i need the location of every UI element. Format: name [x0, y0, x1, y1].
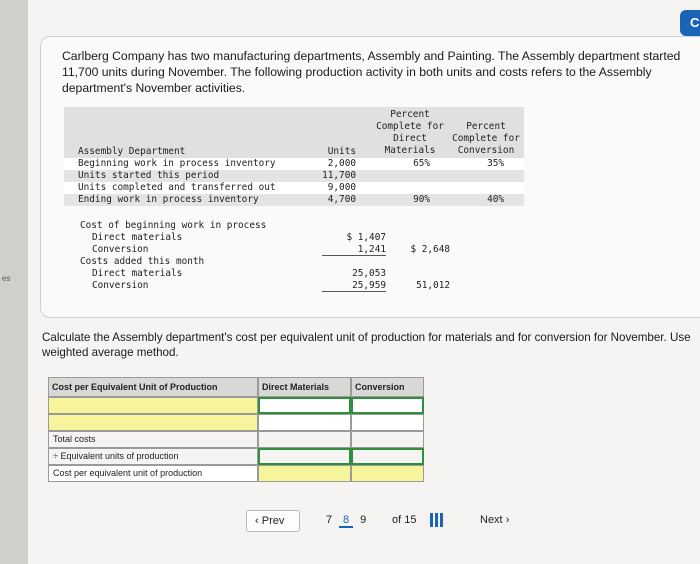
- row-label: Ending work in process inventory: [78, 194, 259, 205]
- row-conv: 35%: [487, 158, 504, 169]
- row-dm: 90%: [413, 194, 430, 205]
- page-8[interactable]: 8: [339, 514, 353, 528]
- corner-button[interactable]: C: [680, 10, 700, 36]
- beg-dm-value: $ 1,407: [346, 232, 386, 243]
- page-count: of 15: [392, 514, 417, 526]
- answer-input-row: [48, 414, 424, 431]
- header-dm-2: Complete for: [376, 121, 444, 132]
- pagination: [246, 510, 546, 532]
- add-dm-label: Direct materials: [92, 268, 183, 279]
- edge-text: es: [2, 274, 11, 283]
- row-units: 9,000: [327, 182, 356, 193]
- answer-label-input[interactable]: [48, 397, 258, 414]
- row-conv: 40%: [487, 194, 504, 205]
- header-dm-4: Materials: [384, 145, 436, 156]
- row-label: Units completed and transferred out: [78, 182, 276, 193]
- dm-cost-per[interactable]: [258, 465, 351, 482]
- row-units: 4,700: [327, 194, 356, 205]
- answer-row-cost-per: [48, 465, 424, 482]
- dm-input-1[interactable]: [258, 397, 351, 414]
- page-9[interactable]: 9: [360, 514, 367, 526]
- answer-row-eq-units: [48, 448, 424, 465]
- answer-header-dm: Direct Materials: [258, 377, 351, 397]
- page-numbers: [322, 514, 370, 528]
- beg-total: $ 2,648: [410, 244, 450, 255]
- conv-input-2[interactable]: [351, 414, 424, 431]
- beg-conv-value: 1,241: [322, 244, 386, 256]
- header-conv-2: Complete for: [452, 133, 520, 144]
- dm-input-2[interactable]: [258, 414, 351, 431]
- header-conv-1: Percent: [466, 121, 506, 132]
- answer-label-input[interactable]: [48, 414, 258, 431]
- answer-header-conv: Conversion: [351, 377, 424, 397]
- add-dm-value: 25,053: [352, 268, 386, 279]
- grid-icon[interactable]: [430, 513, 444, 527]
- add-conv-label: Conversion: [92, 280, 149, 291]
- conv-eq-units[interactable]: [351, 448, 424, 465]
- prev-label: Prev: [261, 515, 285, 527]
- dm-total-costs[interactable]: [258, 431, 351, 448]
- next-label: Next: [480, 514, 503, 526]
- row-units: 11,700: [322, 170, 356, 181]
- header-conv-3: Conversion: [457, 145, 515, 156]
- beg-dm-label: Direct materials: [92, 232, 183, 243]
- cost-per-label: Cost per equivalent unit of production: [48, 465, 258, 482]
- eq-units-label: ÷ Equivalent units of production: [48, 448, 258, 465]
- answer-header-label: Cost per Equivalent Unit of Production: [48, 377, 258, 397]
- header-units: Units: [327, 146, 356, 157]
- row-label: Beginning work in process inventory: [78, 158, 276, 169]
- production-table: [64, 107, 524, 211]
- conv-input-1[interactable]: [351, 397, 424, 414]
- header-dm-1: Percent: [390, 109, 430, 120]
- page-7[interactable]: 7: [325, 514, 333, 526]
- answer-row-total-costs: [48, 431, 424, 448]
- question-text: Calculate the Assembly department's cost per equivalent unit of production for materials and for conversion for November. Use weighted average method.: [42, 331, 691, 359]
- add-conv-value: 25,959: [322, 280, 386, 292]
- left-margin: [0, 0, 28, 564]
- row-label: Units started this period: [78, 170, 220, 181]
- chevron-left-icon: ‹: [255, 515, 262, 527]
- header-dm-3: Direct: [393, 133, 427, 144]
- total-costs-label: Total costs: [48, 431, 258, 448]
- problem-intro: Carlberg Company has two manufacturing departments, Assembly and Painting. The Assembly department started 11,700 units during November. The following production activity in both units and costs refers to the Assembly department's November activities.: [62, 49, 681, 95]
- beg-conv-label: Conversion: [92, 244, 149, 255]
- row-units: 2,000: [327, 158, 356, 169]
- conv-total-costs[interactable]: [351, 431, 424, 448]
- added-label: Costs added this month: [80, 256, 205, 267]
- row-dm: 65%: [413, 158, 430, 169]
- answer-header-row: [48, 377, 424, 397]
- next-button[interactable]: [474, 510, 526, 532]
- prev-button[interactable]: [246, 510, 300, 532]
- dm-eq-units[interactable]: [258, 448, 351, 465]
- header-dept: Assembly Department: [78, 146, 186, 157]
- conv-cost-per[interactable]: [351, 465, 424, 482]
- answer-input-row: [48, 397, 424, 414]
- chevron-right-icon: ›: [505, 514, 510, 526]
- beg-wip-label: Cost of beginning work in process: [80, 220, 267, 231]
- add-total: 51,012: [416, 280, 450, 291]
